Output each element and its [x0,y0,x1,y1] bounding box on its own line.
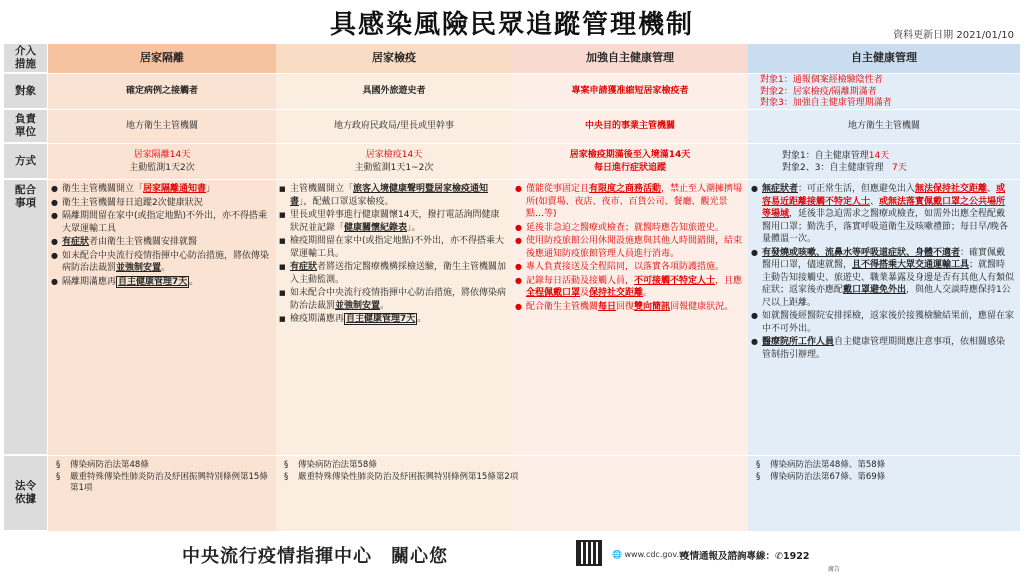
text: 配合衛生主管機關 [526,301,599,312]
ad-label: 廣告 [828,566,841,573]
method-c4-b2: 7天 [892,162,907,173]
text: 及 [580,288,590,298]
text: ，與他人交談時應保持1公尺以上距離。 [762,285,1011,308]
text: 回報健康狀況。 [670,301,734,312]
highlight: 並強制安置 [335,300,381,311]
list-item [290,209,508,234]
text: 隔離期滿應再 [62,276,117,287]
footer [0,536,1024,576]
method-c3 [512,144,748,180]
highlight: 有限度之商務活動 [589,184,662,194]
target-c4 [748,74,1020,110]
footer-hotline [680,548,809,562]
list-item: ● 延後非急迫之醫療或檢查；就醫時應告知旅遊史。 [526,222,744,235]
method-c4-b1: 對象2、3：自主健康管理 [782,162,884,173]
highlight: 不可接觸不特定人士 [634,275,716,286]
text: 、 [987,184,997,194]
text: 自主健康管理期間應注意事項，依相關感染管制指引辦理。 [762,337,1006,360]
law-item: § 傳染病防治法第58條 [284,460,744,472]
list-item [290,287,508,312]
phone-icon: ✆ [775,551,783,562]
items-c3 [512,180,748,456]
law-item: § 嚴重特殊傳染性肺炎防治及紓困振興特別條例第15條第1項 [56,472,272,495]
list-item [62,276,272,289]
method-c2-a: 居家檢疫14天 [365,150,423,160]
target-c1: 確定病例之接觸者 [48,74,276,110]
target-c3: 專案申請獲准縮短居家檢疫者 [512,74,748,110]
highlight: 有症狀 [290,262,318,272]
highlight: 無症狀者 [762,184,799,194]
method-c4 [748,144,1020,180]
text: 者將送指定醫療機構採檢送驗，衛生主管機關加入主動監測。 [290,262,507,285]
row-header-measure: 介入 措施 [4,44,48,74]
method-c4-a2: 14天 [868,150,890,161]
update-date: 資料更新日期 2021/01/10 [893,30,1014,41]
list-item: ● 衛生主管機關每日追蹤2次健康狀況 [62,197,272,210]
highlight: 或無法落實佩戴口罩之公共場所等場域 [762,196,1006,219]
footer-website[interactable]: 🌐 www.cdc.gov.tw [612,550,689,559]
text: 如未配合中央流行疫情指揮中心防治措施，將依傳染病防治法裁罰 [290,288,507,311]
law-item: § 傳染病防治法第48條 [56,460,272,472]
col-header-home-isolation: 居家隔離 [48,44,276,74]
hotline-number: 1922 [782,551,810,562]
law-item: § 傳染病防治法第48條、第58條 [756,460,1016,472]
text: 衛生主管機關開立「 [62,184,144,194]
text: 主管機關開立「 [290,184,354,194]
list-item [290,261,508,286]
text: 記錄每日活動及接觸人員， [526,275,635,286]
method-c2 [276,144,512,180]
target-c4-3: 對象3：加強自主健康管理期滿者 [760,98,892,108]
law-c1 [48,456,276,532]
highlight: 醫療院所工作人員 [762,337,835,347]
text: 。 [380,300,390,311]
highlight: 戴口罩避免外出 [843,285,907,295]
list-item: ● 如就醫後經醫院安排採檢，返家後於接獲檢驗結果前，應留在家中不可外出。 [762,310,1014,335]
text: 回復 [616,301,635,312]
row-header-items: 配合 事項 [4,180,48,456]
items-c4 [748,180,1020,456]
text: ：可正常生活，但應避免出入 [798,184,916,194]
highlight: 全程佩戴口罩 [526,288,581,298]
list-item [62,183,272,196]
row-header-unit: 負責 單位 [4,110,48,144]
list-item [526,275,744,300]
law-item: § 嚴重特殊傳染性肺炎防治及紓困振興特別條例第15條第2項 [284,472,744,484]
law-c4 [748,456,1020,532]
list-item: ● 隔離期間留在家中(或指定地點)不外出，亦不得搭乘大眾運輸工具 [62,210,272,235]
list-item [290,183,508,208]
method-c4-line1 [782,150,1020,162]
list-item: ● 專人負責接送及全程陪同，以落實各項防護措施。 [526,261,744,274]
text: 。 [643,288,653,298]
text: 。 [189,276,199,287]
list-item [762,336,1014,361]
target-c4-2: 對象2：居家檢疫/隔離期滿者 [760,86,877,97]
items-c2 [276,180,512,456]
method-c2-b: 主動監測1天1~2次 [354,162,434,173]
highlight: 自主健康管理7天 [118,276,188,287]
highlight: 且不得搭乘大眾交通運輸工具 [852,260,970,270]
list-item: ■ 檢疫期間留在家中(或指定地點)不外出，亦不得搭乘大眾運輸工具。 [290,235,508,260]
row-header-law: 法令 依據 [4,456,48,532]
unit-c3: 中央目的事業主管機關 [512,110,748,144]
list-item [526,301,744,314]
list-item [762,183,1014,246]
col-header-self-health: 自主健康管理 [748,44,1020,74]
highlight: 旅客入境健康聲明暨居家檢疫通知書 [290,184,489,207]
page-title: 具感染風險民眾追蹤管理機制 [329,10,694,40]
highlight: 雙向簡訊 [634,301,671,312]
highlight: 自主健康管理7天 [346,314,416,324]
method-c4-a1: 對象1：自主健康管理 [782,150,869,161]
management-table [4,44,1020,532]
text: 」。 [407,222,421,233]
list-item [62,236,272,249]
unit-c2: 地方政府民政局/里長或里幹事 [276,110,512,144]
col-header-enhanced-self-health: 加強自主健康管理 [512,44,748,74]
items-c1 [48,180,276,456]
footer-slogan: 中央流行疫情指揮中心 關心您 [182,546,448,567]
method-c1 [48,144,276,180]
text: ，且應 [715,275,743,286]
list-item [62,250,272,275]
highlight: 或容易近距離接觸不特定人士 [762,184,1006,207]
text: 、 [870,196,880,207]
highlight: 健康關懷紀錄表 [344,222,408,233]
text: 。 [161,263,171,273]
target-c4-1: 對象1：通報個案經檢驗陰性者 [760,75,883,85]
list-item [290,313,508,326]
text: 者由衛生主管機關安排就醫 [89,237,198,247]
text: ，延後非急迫需求之醫療或檢查，如需外出應全程配戴醫用口罩；勤洗手，落實呼吸道衛生及咳嗽禮節；每日早/晚各量體溫一次。 [762,209,1009,244]
law-c23 [276,456,748,532]
highlight: 居家隔離通知書 [143,184,207,194]
highlight: 無法保持社交距離 [915,184,988,194]
footer-website-text: www.cdc.gov.tw [624,550,689,559]
text: ，禁止至人潮擁擠場所(如賣場、夜店、夜市、百貨公司、餐廳、觀光景點…等) [526,184,743,219]
list-item: ● 使用防疫旅館公用休閒設施應與其他人時間錯開，結束後應通知防疫旅館管理人員進行消毒。 [526,235,744,260]
text: 」，配戴口罩返家檢疫。 [299,196,394,207]
target-c2: 具國外旅遊史者 [276,74,512,110]
method-c4-line2 [782,162,1020,174]
law-item: § 傳染病防治法第67條、第69條 [756,472,1016,484]
text: ：確實佩戴醫用口罩，儘速就醫， [762,247,1006,270]
highlight: 每日 [598,301,617,312]
method-c1-b: 主動監測1天2次 [129,162,195,173]
highlight: 並強制安置 [116,263,162,273]
text: 如未配合中央流行疫情指揮中心防治措施，將依傳染病防治法裁罰 [62,250,270,273]
text: 。 [417,314,427,324]
text: 里長或里幹事進行健康關懷14天，撥打電話詢問健康狀況並記錄「 [290,210,500,233]
highlight: 有症狀 [62,237,90,247]
text: 檢疫期滿應再 [290,314,345,324]
method-c1-a: 居家隔離14天 [133,150,191,160]
highlight: 有發燒或咳嗽、流鼻水等呼吸道症狀、身體不適者 [762,247,961,258]
method-c3-b: 每日進行症狀追蹤 [593,162,666,173]
text: ；就醫時主動告知接觸史、旅遊史、職業暴露及身邊是否有其他人有類似症狀；返家後亦應配 [762,260,1015,295]
method-c3-a: 居家檢疫期滿後至入境滿14天 [569,150,691,160]
hotline-label: 疫情通報及諮詢專線： [680,551,776,562]
qr-code-icon[interactable] [576,540,602,566]
list-item [762,247,1014,310]
col-header-home-quarantine: 居家檢疫 [276,44,512,74]
highlight: 保持社交距離 [589,288,644,298]
list-item [526,183,744,221]
text: 僅能從事固定且 [526,184,590,194]
unit-c4: 地方衛生主管機關 [748,110,1020,144]
text: 」 [206,184,216,194]
unit-c1: 地方衛生主管機關 [48,110,276,144]
row-header-target: 對象 [4,74,48,110]
row-header-method: 方式 [4,144,48,180]
